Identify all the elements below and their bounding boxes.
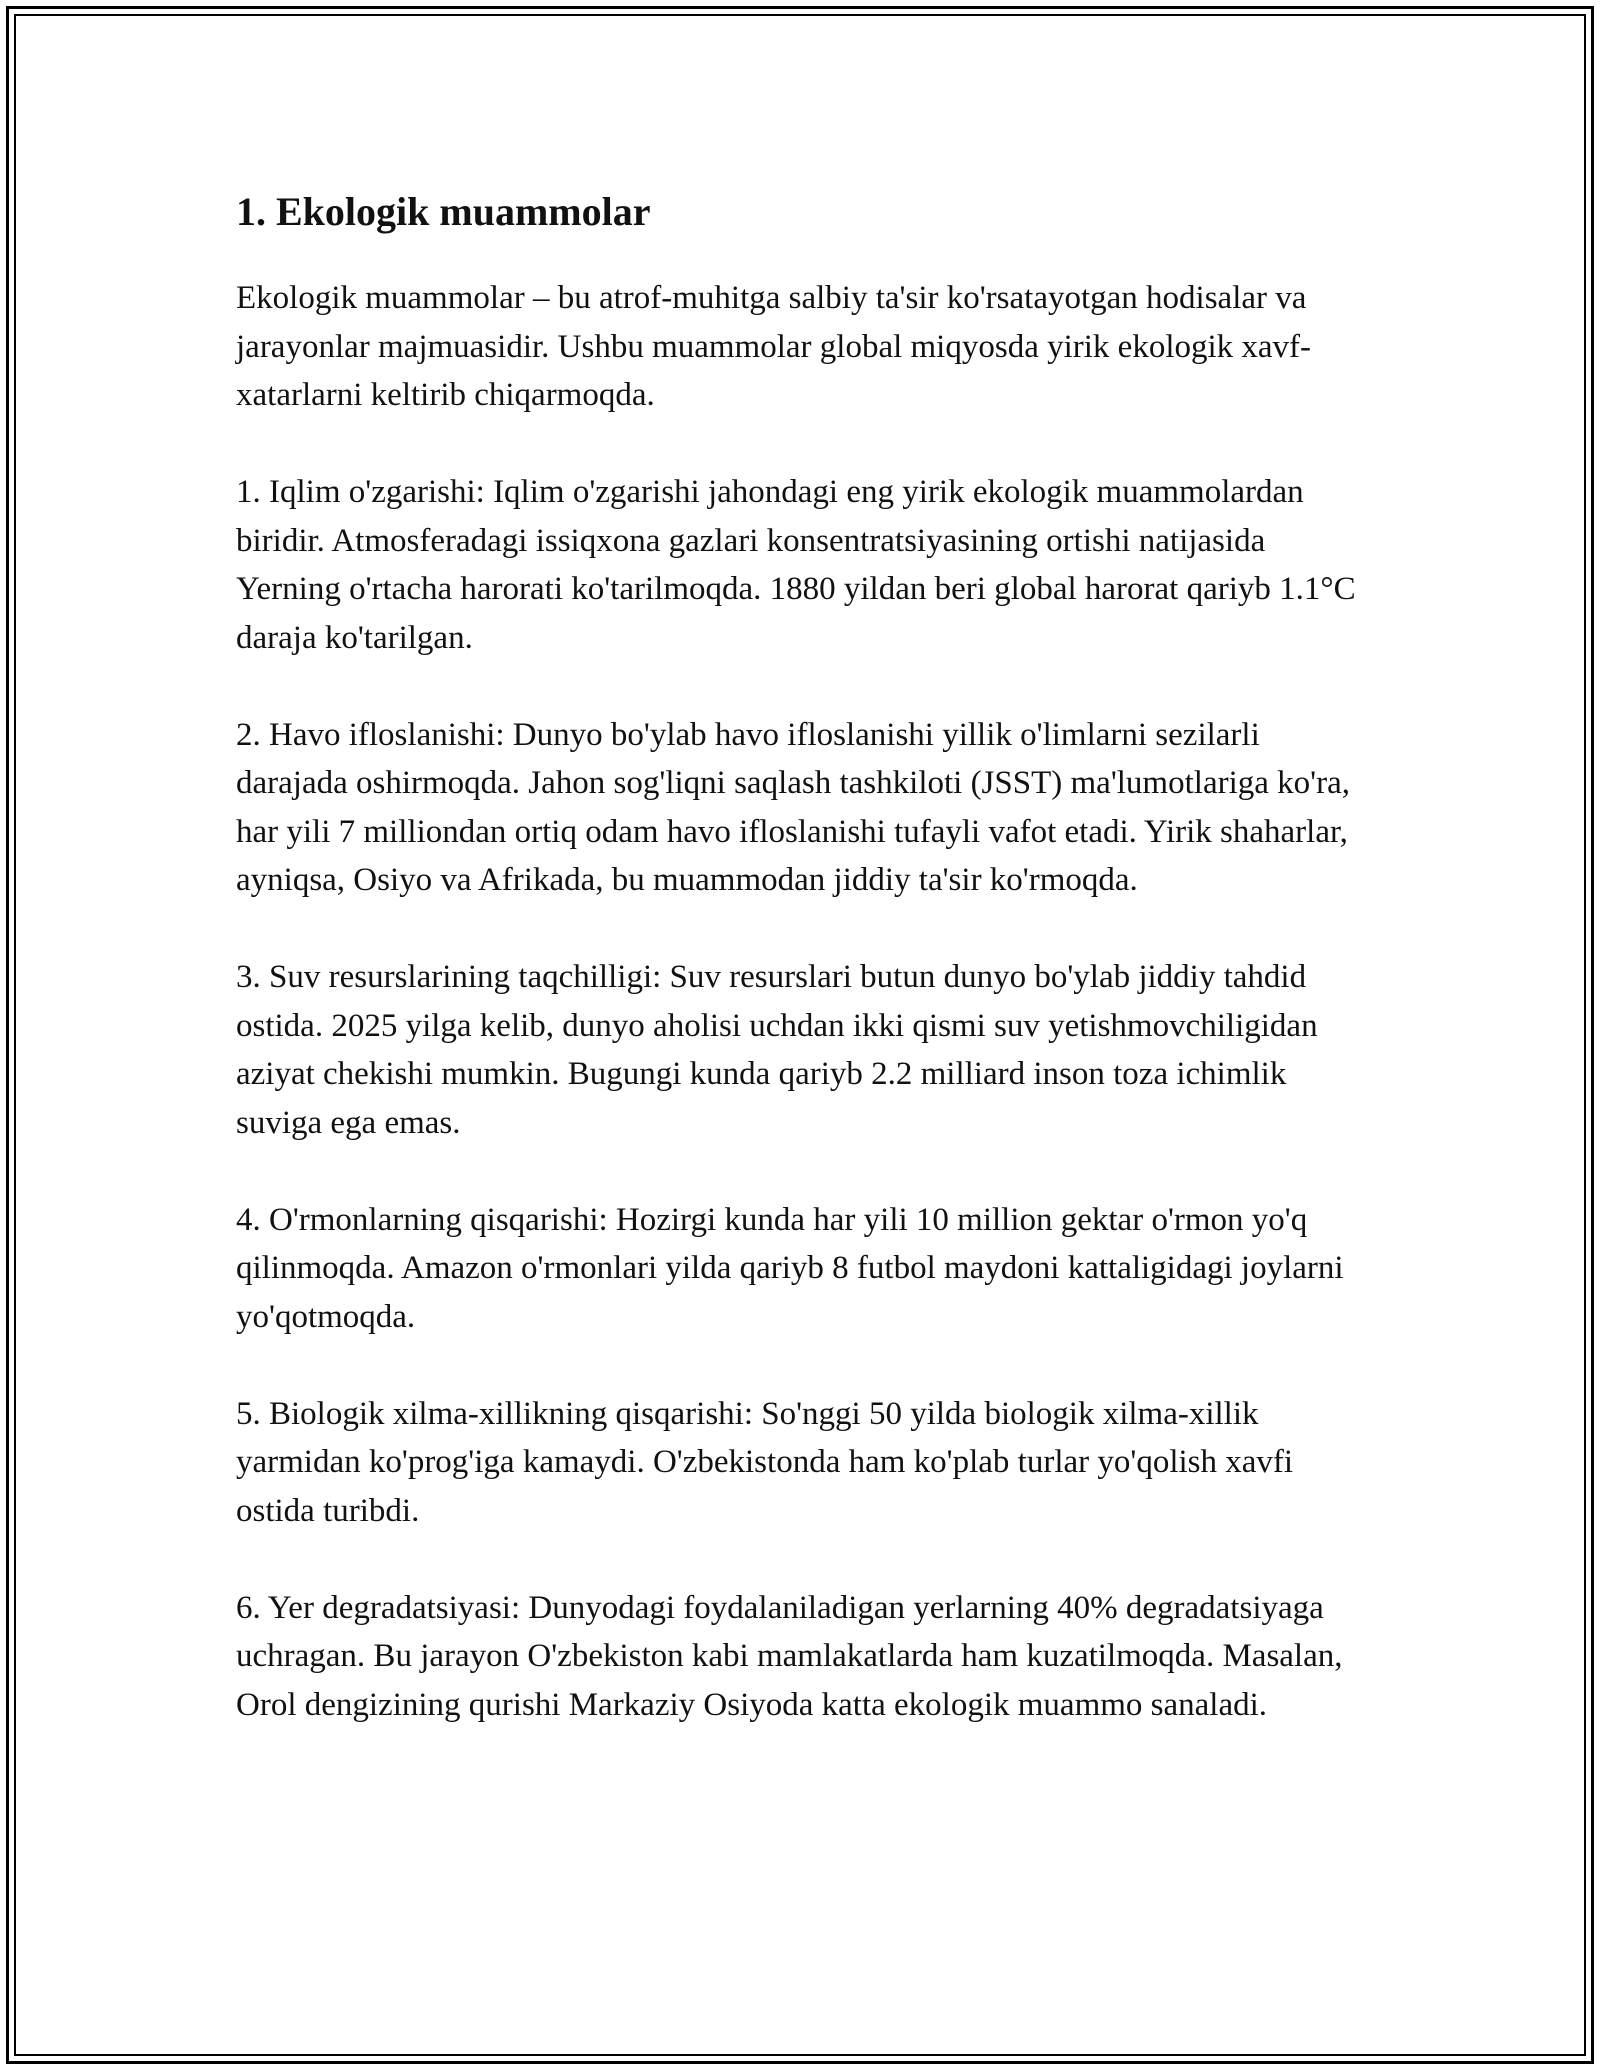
air-pollution-paragraph: 2. Havo ifloslanishi: Dunyo bo'ylab havo ifloslanishi yillik o'limlarni sezilarli darajada oshirmoqda. Jahon sog'liqni saqlash tashkiloti (JSST) ma'lumotlariga ko'ra, har yili 7 milliondan ortiq odam havo ifloslanishi tufayli vafot etadi. Yirik shaharlar, ayniqsa, Osiyo va Afrikada, bu muammodan jiddiy ta'sir ko'rmoqda. [236, 716, 1350, 898]
water-scarcity-paragraph: 3. Suv resurslarining taqchilligi: Suv resurslari butun dunyo bo'ylab jiddiy tahdid ostida. 2025 yilga kelib, dunyo aholisi uchdan ikki qismi suv yetishmovchiligidan aziyat chekishi mumkin. Bugungi kunda qariyb 2.2 milliard inson toza ichimlik suviga ega emas. [236, 959, 1318, 1141]
document-title: 1. Ekologik muammolar [236, 189, 651, 234]
climate-change-paragraph: 1. Iqlim o'zgarishi: Iqlim o'zgarishi jahondagi eng yirik ekologik muammolardan biridir. Atmosferadagi issiqxona gazlari konsentratsiyasining ortishi natijasida Yerning o'rtacha harorati ko'tarilmoqda. 1880 yildan beri global harorat qariyb 1.1°C daraja ko'tarilgan. [236, 474, 1356, 656]
deforestation-paragraph: 4. O'rmonlarning qisqarishi: Hozirgi kunda har yili 10 million gektar o'rmon yo'q qilinmoqda. Amazon o'rmonlari yilda qariyb 8 futbol maydoni kattaligidagi joylarni yo'qotmoqda. [236, 1201, 1344, 1335]
biodiversity-loss-paragraph: 5. Biologik xilma-xillikning qisqarishi: So'nggi 50 yilda biologik xilma-xillik yarmidan ko'prog'iga kamaydi. O'zbekistonda ham ko'plab turlar yo'qolish xavfi ostida turibdi. [236, 1395, 1294, 1529]
intro-paragraph: Ekologik muammolar – bu atrof-muhitga salbiy ta'sir ko'rsatayotgan hodisalar va jarayonlar majmuasidir. Ushbu muammolar global miqyosda yirik ekologik xavf-xatarlarni keltirib chiqarmoqda. [236, 280, 1312, 413]
land-degradation-paragraph: 6. Yer degradatsiyasi: Dunyodagi foydalaniladigan yerlarning 40% degradatsiyaga uchragan. Bu jarayon O'zbekiston kabi mamlakatlarda ham kuzatilmoqda. Masalan, Orol dengizining qurishi Markaziy Osiyoda katta ekologik muammo sanaladi. [236, 1589, 1343, 1723]
document-body [236, 186, 1366, 1778]
